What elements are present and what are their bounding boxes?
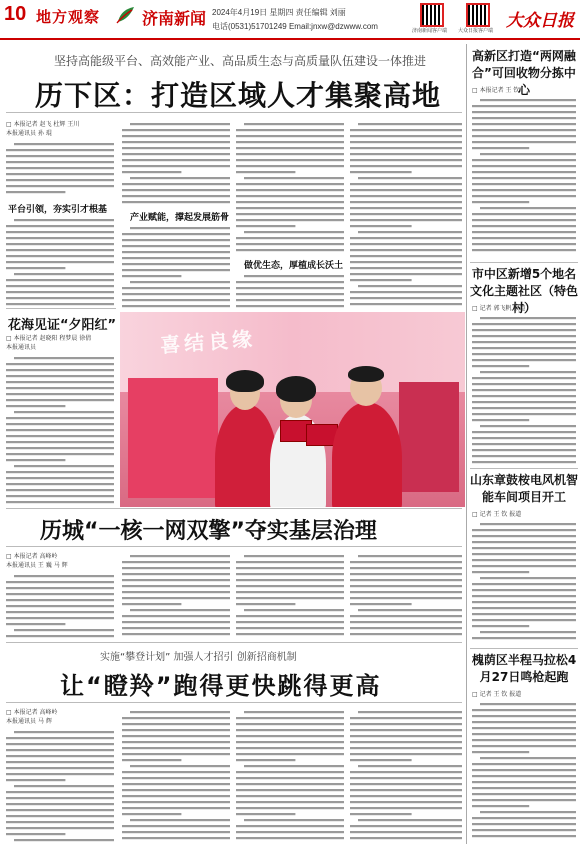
brief-body-text bbox=[472, 700, 576, 842]
talent-body-text bbox=[122, 708, 230, 842]
talent-byline: □ 本报记者 高峰岭 本报通讯员 马 辉 bbox=[6, 709, 58, 725]
lead-body-text bbox=[236, 120, 344, 252]
newspaper-brand: 大众日报 bbox=[506, 11, 574, 31]
divider bbox=[470, 468, 578, 469]
qr-code-icon[interactable] bbox=[466, 3, 490, 27]
governance-body-text bbox=[122, 552, 230, 640]
lead-headline: 历下区：打造区域人才集聚高地 bbox=[34, 79, 441, 112]
talent-headline: 让“瞪羚”跑得更快跳得更高 bbox=[60, 672, 382, 700]
person bbox=[215, 404, 277, 507]
lead-deck: 坚持高能级平台、高效能产业、高品质生态与高质量队伍建设一体推进 bbox=[53, 54, 426, 68]
lead-body-text bbox=[122, 120, 230, 204]
divider bbox=[6, 112, 462, 113]
wedding-photo: 喜结良缘 bbox=[120, 312, 465, 507]
brief-byline: □ 记者 王 钦 报道 bbox=[472, 691, 522, 698]
governance-body-text bbox=[6, 572, 114, 640]
lead-body-text bbox=[6, 140, 114, 196]
brief-headline: 山东章鼓桉电风机智能车间项目开工 bbox=[470, 473, 579, 504]
governance-body-text bbox=[236, 552, 344, 640]
lead-body-text bbox=[236, 272, 344, 308]
lead-byline: □ 本报记者 赵飞 杜辉 王川 本报通讯员 孙 琨 bbox=[6, 121, 80, 137]
page-number: 10 bbox=[4, 3, 27, 25]
brief-byline: □ 记者 王 钦 报道 bbox=[472, 511, 522, 518]
talent-body-text bbox=[6, 728, 114, 842]
qr-label: 大众日报客户端 bbox=[458, 28, 494, 34]
contact-line: 电话(0531)51701249 Email:jnxw@dzwww.com bbox=[212, 22, 378, 31]
brief-byline: □ 本报记者 王 钦 bbox=[472, 87, 520, 94]
leaf-logo-icon bbox=[114, 4, 136, 26]
lead-body-text bbox=[122, 224, 230, 308]
lead-subhead: 做优生态，厚植成长沃土 bbox=[244, 261, 344, 271]
brief-byline: □ 记者 郭飞帆 报道 bbox=[472, 305, 526, 312]
column-divider bbox=[466, 44, 467, 844]
governance-headline: 历城“一核一网双擎”夺实基层治理 bbox=[40, 519, 377, 544]
governance-byline: □ 本报记者 高峰岭 本报通讯员 王 巍 马 辉 bbox=[6, 553, 68, 569]
qr-label: 济南新闻客户端 bbox=[412, 28, 448, 34]
divider bbox=[6, 702, 462, 703]
lead-body-text bbox=[6, 216, 114, 308]
brief-body-text bbox=[472, 314, 576, 464]
sunset-headline: 花海见证“夕阳红” bbox=[8, 318, 117, 333]
qr-code-icon[interactable] bbox=[420, 3, 444, 27]
talent-deck: 实施“攀登计划” 加强人才招引 创新招商机制 bbox=[100, 652, 297, 663]
brief-body-text bbox=[472, 96, 576, 256]
lead-subhead: 产业赋能，撑起发展筋骨 bbox=[130, 213, 230, 223]
divider bbox=[6, 508, 462, 509]
brief-headline: 高新区打造“两网融合”可回收物分拣中心 bbox=[472, 49, 576, 97]
person bbox=[332, 402, 402, 507]
lead-body-text bbox=[350, 120, 462, 308]
divider bbox=[470, 262, 578, 263]
governance-body-text bbox=[350, 552, 462, 640]
divider bbox=[6, 642, 462, 643]
talent-body-text bbox=[236, 708, 344, 842]
sunset-byline: □ 本报记者 赵晓阳 程梦晨 徐倩 本报通讯员 bbox=[6, 335, 92, 351]
divider bbox=[470, 648, 578, 649]
column-name: 济南新闻 bbox=[142, 11, 207, 28]
divider bbox=[6, 546, 462, 547]
masthead bbox=[0, 0, 580, 40]
date-line: 2024年4月19日 星期四 责任编辑 刘丽 bbox=[212, 8, 346, 17]
sunset-body-text bbox=[6, 354, 114, 504]
brief-headline: 市中区新增5个地名文化主题社区（特色村） bbox=[470, 267, 579, 315]
section-name: 地方观察 bbox=[36, 9, 101, 26]
brief-body-text bbox=[472, 520, 576, 644]
divider bbox=[6, 308, 116, 309]
brief-headline: 槐荫区半程马拉松4月27日鸣枪起跑 bbox=[471, 653, 577, 684]
lead-subhead: 平台引领，夯实引才根基 bbox=[8, 205, 108, 215]
talent-body-text bbox=[350, 708, 462, 842]
